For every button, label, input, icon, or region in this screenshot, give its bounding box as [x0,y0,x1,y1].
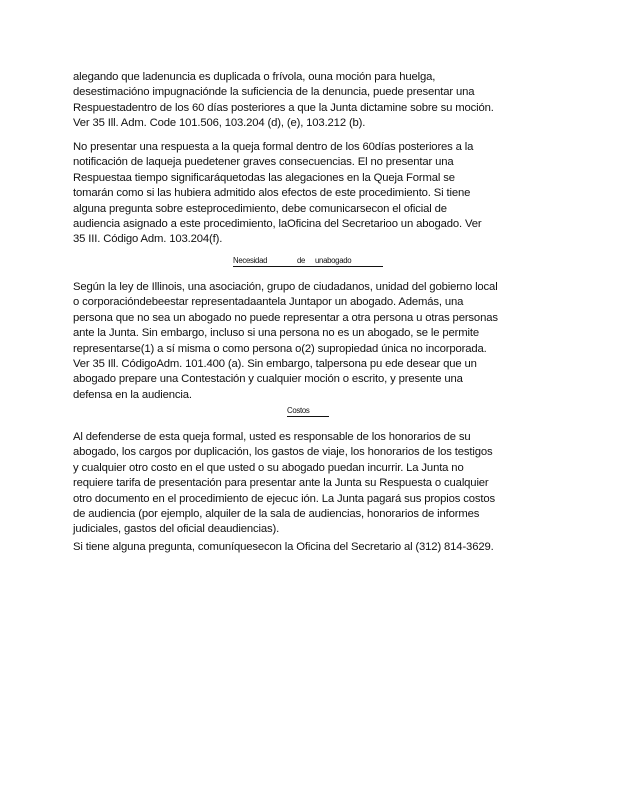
paragraph-contact [73,540,548,555]
paragraph-line: ante la Junta. Sin embargo, incluso si una persona no es un abogado, se le permite [73,327,479,340]
heading-part: unabogado [315,256,352,265]
paragraph-line: alguna pregunta sobre esteprocedimiento, debe comunicarsecon el oficial de [73,202,447,215]
paragraph-line: tomarán como si las hubiera admitido alos efectos de este procedimiento. Si tiene [73,187,471,200]
paragraph-line: de audiencia (por ejemplo, alquiler de la sala de audiencias, honorarios de informes [73,508,480,521]
heading-part: de [297,256,306,265]
heading-part: Necesidad [233,256,268,265]
section-heading-costs [287,406,329,416]
paragraph-line: persona que no sea un abogado no puede representar a otra persona u otras personas [73,311,498,324]
paragraph-line: otro documento en el procedimiento de ejecuc ión. La Junta pagará sus propios costos [73,492,495,505]
paragraph-line: judiciales, gastos del oficial deaudiencias). [73,523,280,536]
paragraph-line: y cualquier otro costo en el que usted o su abogado puedan incurrir. La Junta no [73,461,464,474]
paragraph-line: alegando que ladenuncia es duplicada o frívola, ouna moción para huelga, [73,71,436,83]
paragraph-line: desestimacióno impugnaciónde la suficiencia de la denuncia, puede presentar una [73,86,475,99]
paragraph-line: Ver 35 Ill. CódigoAdm. 101.400 (a). Sin embargo, talpersona pu ede desear que un [73,358,477,371]
paragraph-motion-response [73,70,548,132]
paragraph-line: Si tiene alguna pregunta, comuníquesecon la Oficina del Secretario al (312) 814-3629. [73,541,494,553]
heading-underline [233,266,383,267]
paragraph-failure-to-respond [73,140,548,248]
paragraph-line: No presentar una respuesta a la queja formal dentro de los 60días posteriores a la [73,141,474,153]
paragraph-line: abogado, los cargos por duplicación, los gastos de viaje, los honorarios de los testigos [73,446,493,459]
paragraph-line: requiere tarifa de presentación para presentar ante la Junta su Respuesta o cualquier [73,477,489,490]
paragraph-line: representarse(1) a sí misma o como persona o(2) supropiedad única no incorporada. [73,342,487,355]
paragraph-line: Al defenderse de esta queja formal, usted es responsable de los honorarios de su [73,431,471,443]
paragraph-line: Respuestadentro de los 60 días posteriores a que la Junta dictamine sobre su moción. [73,101,494,114]
paragraph-line: abogado prepare una Contestación y cualquier moción o escrito, y presente una [73,373,463,386]
paragraph-line: defensa en la audiencia. [73,388,192,401]
heading-underline [287,416,329,417]
paragraph-costs [73,430,548,538]
section-heading-need-lawyer [233,256,383,266]
paragraph-line: Ver 35 Ill. Adm. Code 101.506, 103.204 (d), (e), 103.212 (b). [73,117,366,130]
heading-text: Costos [287,406,310,415]
paragraph-line: audiencia asignado a este procedimiento, laOficina del Secretarioo un abogado. Ver [73,218,482,231]
paragraph-line: Según la ley de Illinois, una asociación, grupo de ciudadanos, unidad del gobierno local [73,281,498,293]
paragraph-lawyer-requirement [73,280,548,403]
paragraph-line: Respuestaa tiempo significaráquetodas las alegaciones en la Queja Formal se [73,171,455,184]
paragraph-line: 35 III. Código Adm. 103.204(f). [73,233,223,246]
paragraph-line: notificación de laqueja puedetener graves consecuencias. El no presentar una [73,156,454,169]
paragraph-line: o corporacióndebeestar representadaantela Juntapor un abogado. Además, una [73,296,464,309]
